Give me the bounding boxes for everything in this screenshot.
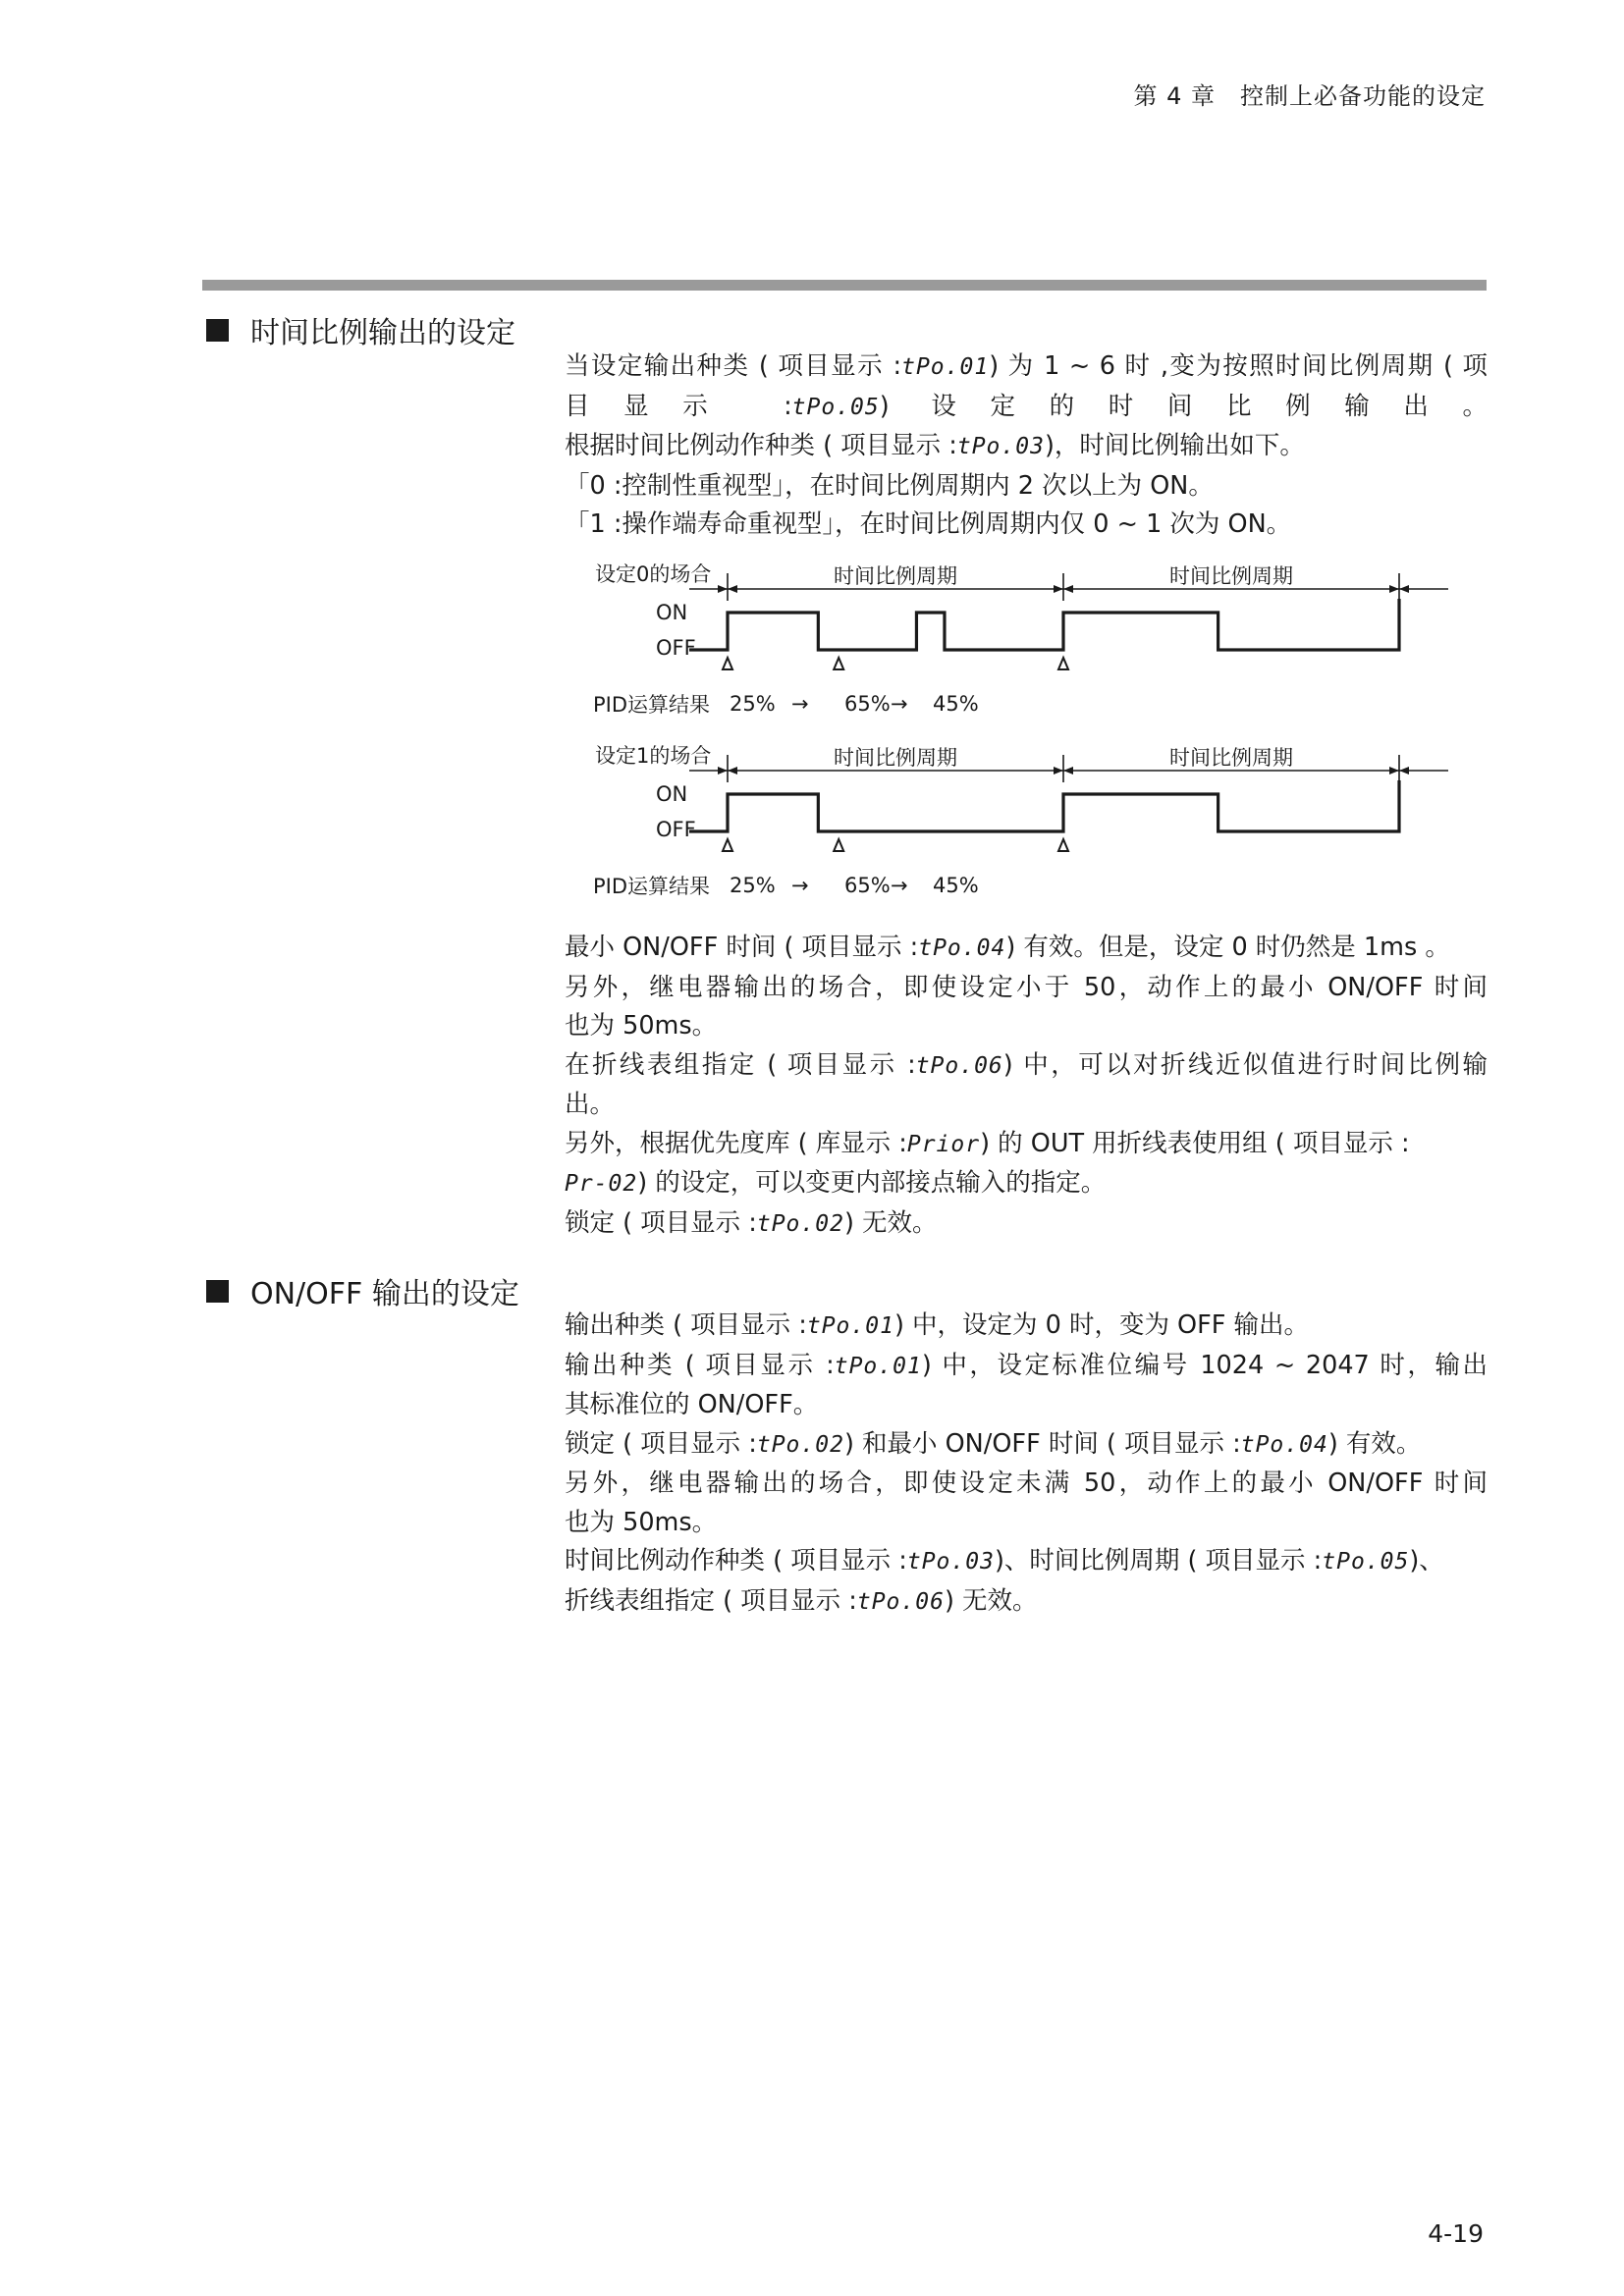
text-segment: ) 和最小 ON/OFF 时间 ( 项目显示 : xyxy=(843,1428,1241,1459)
text-segment: 「0 :控制性重视型」，在时间比例周期内 2 次以上为 ON。 xyxy=(565,470,1214,501)
section1-details xyxy=(565,929,1488,1244)
text-line xyxy=(565,1125,1488,1165)
text-line xyxy=(565,506,1488,545)
text-segment: 另外，继电器输出的场合，即使设定小于 50，动作上的最小 ON/OFF 时间 xyxy=(565,972,1488,1002)
lcd-display-code: tPo.01 xyxy=(834,1353,922,1379)
text-line xyxy=(565,1425,1488,1466)
text-line xyxy=(565,388,1488,428)
text-line xyxy=(565,1046,1488,1087)
text-line xyxy=(565,1542,1488,1582)
text-line xyxy=(565,347,1488,388)
period-arrowhead xyxy=(1054,767,1063,774)
output-waveform xyxy=(689,599,1399,650)
pid-value: 25% xyxy=(730,692,776,716)
lcd-display-code: tPo.05 xyxy=(791,394,880,420)
text-segment: 「1 :操作端寿命重视型」，在时间比例周期内仅 0 ~ 1 次为 ON。 xyxy=(565,509,1292,539)
text-segment: 根据时间比例动作种类 ( 项目显示 : xyxy=(565,431,957,460)
page-number: 4-19 xyxy=(1428,2219,1484,2248)
pid-value: 45% xyxy=(933,874,979,897)
text-segment: ) 无效。 xyxy=(944,1585,1038,1616)
text-line xyxy=(565,1164,1488,1204)
lcd-display-code: tPo.01 xyxy=(901,354,990,380)
text-segment: 其标准位的 ON/OFF。 xyxy=(565,1390,819,1419)
text-segment: 当设定输出种类 ( 项目显示 : xyxy=(565,351,902,381)
off-label: OFF xyxy=(656,636,696,660)
pid-value: 45% xyxy=(933,692,979,716)
text-segment: ) 中，可以对折线近似值进行时间比例输 xyxy=(1002,1049,1489,1080)
text-segment: ) 有效。 xyxy=(1327,1428,1422,1459)
text-line xyxy=(565,1086,1488,1125)
lcd-display-code: tPo.04 xyxy=(918,935,1006,961)
text-segment: 目显示 : xyxy=(565,391,792,421)
bullet-square-icon xyxy=(206,1280,229,1303)
pid-value: 25% xyxy=(730,874,776,897)
period-arrowhead xyxy=(728,585,737,593)
text-line xyxy=(565,1386,1488,1425)
on-label: ON xyxy=(656,782,688,806)
pid-arrow-icon: → xyxy=(891,874,908,897)
pid-value: 65% xyxy=(844,874,891,897)
period-label: 时间比例周期 xyxy=(834,564,957,588)
text-segment: )，时间比例输出如下。 xyxy=(1044,431,1305,460)
text-line xyxy=(565,1582,1488,1623)
pid-value: 65% xyxy=(844,692,891,716)
time-proportional-timing-diagram xyxy=(589,556,1453,909)
lcd-display-code: tPo.03 xyxy=(906,1549,995,1575)
text-segment: )、 xyxy=(1409,1546,1444,1575)
text-line xyxy=(565,1307,1488,1347)
text-segment: 另外，继电器输出的场合，即使设定未满 50，动作上的最小 ON/OFF 时间 xyxy=(565,1468,1488,1498)
pid-sample-marker-icon xyxy=(723,658,732,669)
period-arrowhead xyxy=(718,767,728,774)
text-segment: 也为 50ms。 xyxy=(565,1507,718,1537)
timing-case-setting-0 xyxy=(593,562,1448,717)
section-title-text: ON/OFF 输出的设定 xyxy=(250,1277,519,1311)
text-line xyxy=(565,929,1488,969)
text-segment: 锁定 ( 项目显示 : xyxy=(565,1428,757,1459)
off-label: OFF xyxy=(656,818,696,841)
text-segment: ) 中，设定为 0 时，变为 OFF 输出。 xyxy=(893,1310,1310,1340)
period-label: 时间比例周期 xyxy=(1169,564,1293,588)
section-title-time-proportional xyxy=(206,308,515,351)
text-line xyxy=(565,1465,1488,1504)
text-segment: 也为 50ms。 xyxy=(565,1011,718,1041)
text-segment: 输出种类 ( 项目显示 : xyxy=(565,1350,835,1380)
text-segment: 在折线表组指定 ( 项目显示 : xyxy=(565,1049,916,1080)
text-segment: )、时间比例周期 ( 项目显示 : xyxy=(994,1546,1323,1575)
lcd-display-code: tPo.02 xyxy=(756,1431,844,1458)
lcd-display-code: Pr-02 xyxy=(565,1171,638,1197)
text-segment: ) 的设定，可以变更内部接点输入的指定。 xyxy=(637,1168,1107,1198)
text-segment: 锁定 ( 项目显示 : xyxy=(565,1207,757,1238)
pid-arrow-icon: → xyxy=(791,692,809,716)
lcd-display-code: Prior xyxy=(906,1131,981,1157)
pid-sample-marker-icon xyxy=(723,839,732,851)
setting-label: 设定1的场合 xyxy=(595,744,712,768)
bullet-square-icon xyxy=(206,319,229,342)
text-segment: ) 设定的时间比例输出。 xyxy=(879,391,1488,421)
text-segment: 另外，根据优先度库 ( 库显示 : xyxy=(565,1128,907,1158)
text-segment: ) 的 OUT 用折线表使用组 ( 项目显示 : xyxy=(980,1128,1410,1158)
lcd-display-code: tPo.06 xyxy=(915,1052,1003,1079)
period-arrowhead xyxy=(1054,585,1063,593)
text-segment: ) 无效。 xyxy=(843,1207,938,1238)
pid-result-label: PID运算结果 xyxy=(593,693,711,717)
text-line xyxy=(565,1347,1488,1387)
section-divider xyxy=(202,280,1487,291)
period-arrowhead xyxy=(718,585,728,593)
text-segment: 折线表组指定 ( 项目显示 : xyxy=(565,1585,857,1616)
setting-label: 设定0的场合 xyxy=(595,562,712,586)
period-arrowhead xyxy=(1389,585,1399,593)
period-arrowhead xyxy=(728,767,737,774)
period-arrowhead xyxy=(1063,585,1073,593)
pid-sample-marker-icon xyxy=(834,839,843,851)
text-segment: 出。 xyxy=(565,1090,616,1119)
pid-sample-marker-icon xyxy=(1058,658,1068,669)
text-segment: ) 为 1 ~ 6 时 ,变为按照时间比例周期 ( 项 xyxy=(989,351,1488,381)
lcd-display-code: tPo.02 xyxy=(756,1210,844,1237)
period-arrowhead xyxy=(1399,767,1409,774)
lcd-display-code: tPo.06 xyxy=(856,1588,945,1615)
output-waveform xyxy=(689,780,1399,831)
timing-case-setting-1 xyxy=(593,744,1448,898)
section-title-text: 时间比例输出的设定 xyxy=(250,316,515,350)
text-segment: ) 中，设定标准位编号 1024 ~ 2047 时，输出 xyxy=(921,1350,1488,1380)
on-label: ON xyxy=(656,601,688,624)
period-arrowhead xyxy=(1063,767,1073,774)
text-line xyxy=(565,1007,1488,1046)
text-segment: 输出种类 ( 项目显示 : xyxy=(565,1310,807,1340)
period-arrowhead xyxy=(1399,585,1409,593)
period-label: 时间比例周期 xyxy=(834,746,957,770)
section1-intro xyxy=(565,347,1488,545)
lcd-display-code: tPo.01 xyxy=(806,1313,894,1339)
text-line xyxy=(565,467,1488,507)
lcd-display-code: tPo.04 xyxy=(1240,1431,1328,1458)
text-line xyxy=(565,1204,1488,1245)
text-line xyxy=(565,969,1488,1008)
text-line xyxy=(565,427,1488,467)
text-segment: 时间比例动作种类 ( 项目显示 : xyxy=(565,1546,907,1575)
pid-sample-marker-icon xyxy=(834,658,843,669)
pid-result-label: PID运算结果 xyxy=(593,875,711,898)
text-segment: 最小 ON/OFF 时间 ( 项目显示 : xyxy=(565,933,919,962)
text-segment: ) 有效。但是，设定 0 时仍然是 1ms 。 xyxy=(1005,933,1450,962)
section2-body xyxy=(565,1307,1488,1622)
pid-sample-marker-icon xyxy=(1058,839,1068,851)
period-label: 时间比例周期 xyxy=(1169,746,1293,770)
period-arrowhead xyxy=(1389,767,1399,774)
lcd-display-code: tPo.05 xyxy=(1322,1549,1410,1575)
text-line xyxy=(565,1504,1488,1543)
lcd-display-code: tPo.03 xyxy=(956,434,1045,459)
pid-arrow-icon: → xyxy=(791,874,809,897)
chapter-header: 第 4 章 控制上必备功能的设定 xyxy=(1133,82,1486,110)
section-title-on-off xyxy=(206,1269,519,1312)
pid-arrow-icon: → xyxy=(891,692,908,716)
